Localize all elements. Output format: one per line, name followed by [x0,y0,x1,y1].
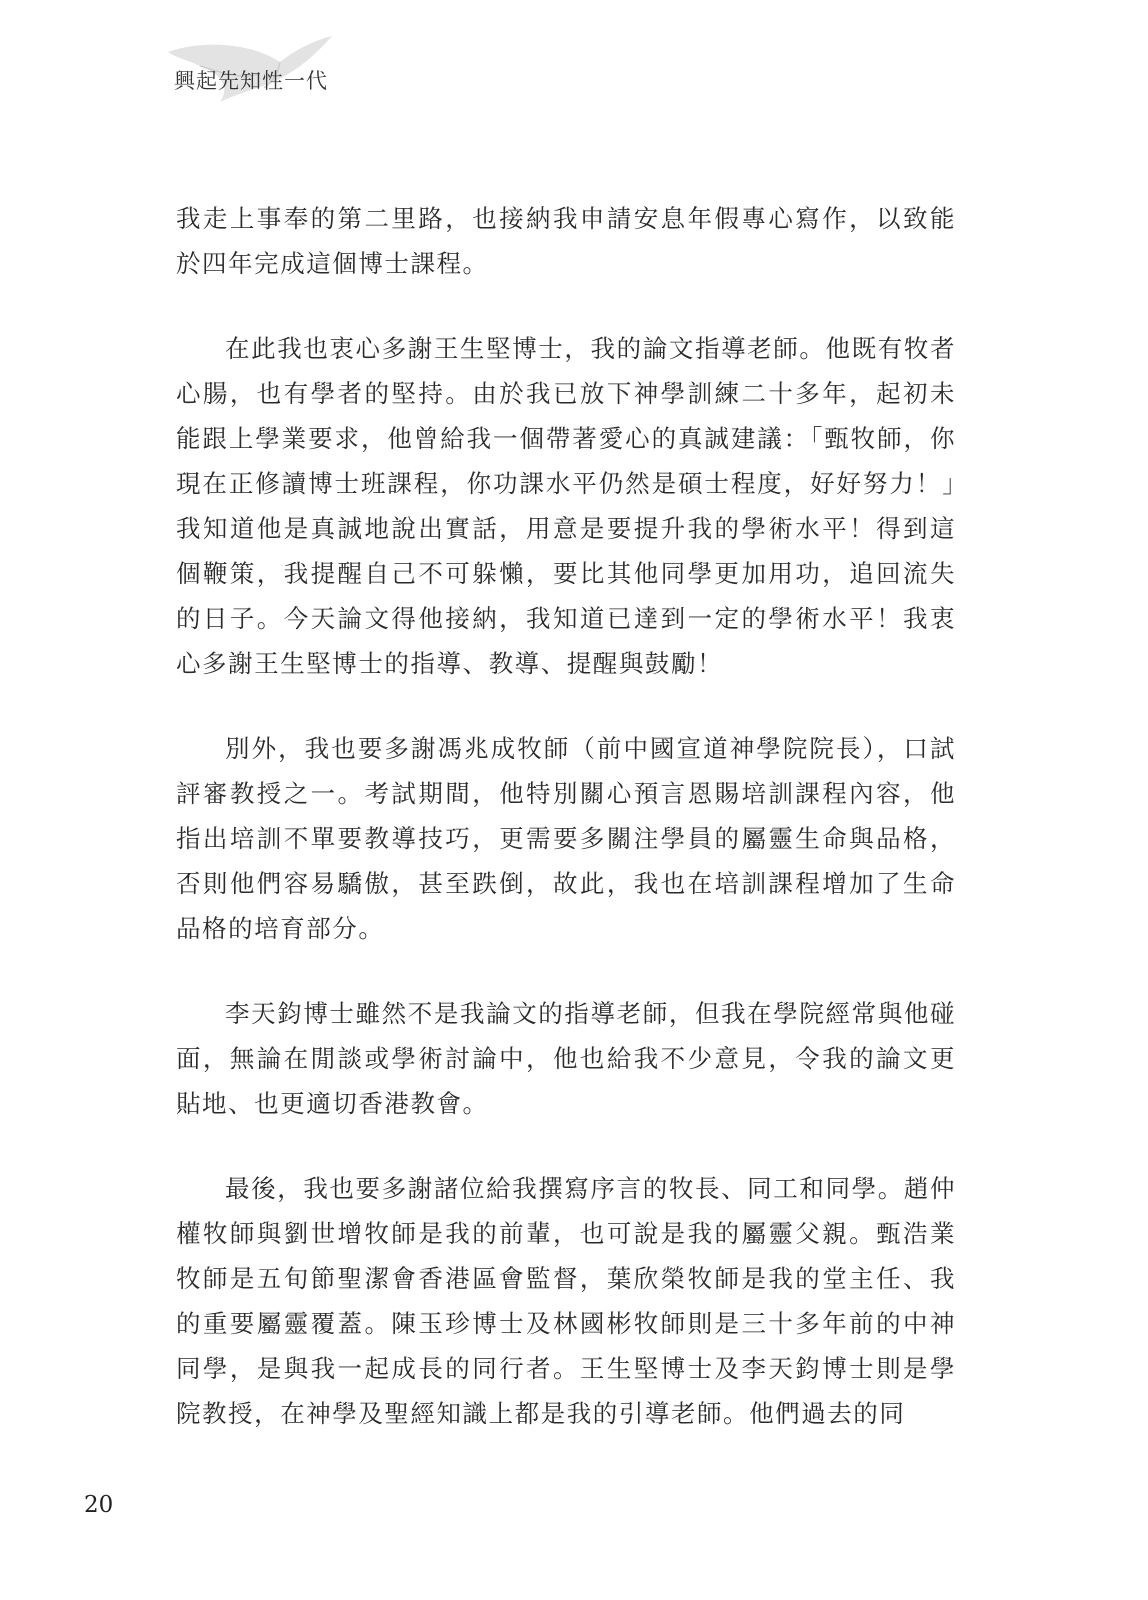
paragraph-thanks-professor: 李天鈞博士雖然不是我論文的指導老師，但我在學院經常與他碰面，無論在閒談或學術討論中，他也給我不少意見，令我的論文更貼地、也更適切香港教會。 [176,999,956,1118]
page-number: 20 [84,1492,114,1518]
page-body [176,196,956,1476]
paragraph-thanks-examiner: 別外，我也要多謝馮兆成牧師（前中國宣道神學院院長），口試評審教授之一。考試期間，他特別關心預言恩賜培訓課程內容，他指出培訓不單要教導技巧，更需要多關注學員的屬靈生命與品格，否則他們容易驕傲，甚至跌倒，故此，我也在培訓課程增加了生命品格的培育部分。 [176,734,956,943]
paragraph-continuation: 我走上事奉的第二里路，也接納我申請安息年假專心寫作，以致能於四年完成這個博士課程。 [176,204,956,278]
paragraph-thanks-advisor: 在此我也衷心多謝王生堅博士，我的論文指導老師。他既有牧者心腸，也有學者的堅持。由於我已放下神學訓練二十多年，起初未能跟上學業要求，他曾給我一個帶著愛心的真誠建議：「甄牧師，你現在正修讀博士班課程，你功課水平仍然是碩士程度，好好努力！」我知道他是真誠地說出實話，用意是要提升我的學術水平！得到這個鞭策，我提醒自己不可躲懶，要比其他同學更加用功，追回流失的日子。今天論文得他接納，我知道已達到一定的學術水平！我衷心多謝王生堅博士的指導、教導、提醒與鼓勵！ [176,334,956,678]
running-header [160,30,360,110]
paragraph-thanks-preface-writers: 最後，我也要多謝諸位給我撰寫序言的牧長、同工和同學。趙仲權牧師與劉世增牧師是我的前輩，也可說是我的屬靈父親。甄浩業牧師是五旬節聖潔會香港區會監督，葉欣榮牧師是我的堂主任、我的重要屬靈覆蓋。陳玉珍博士及林國彬牧師則是三十多年前的中神同學，是與我一起成長的同行者。王生堅博士及李天鈞博士則是學院教授，在神學及聖經知識上都是我的引導老師。他們過去的同 [176,1174,956,1428]
running-title: 興起先知性一代 [174,69,328,93]
